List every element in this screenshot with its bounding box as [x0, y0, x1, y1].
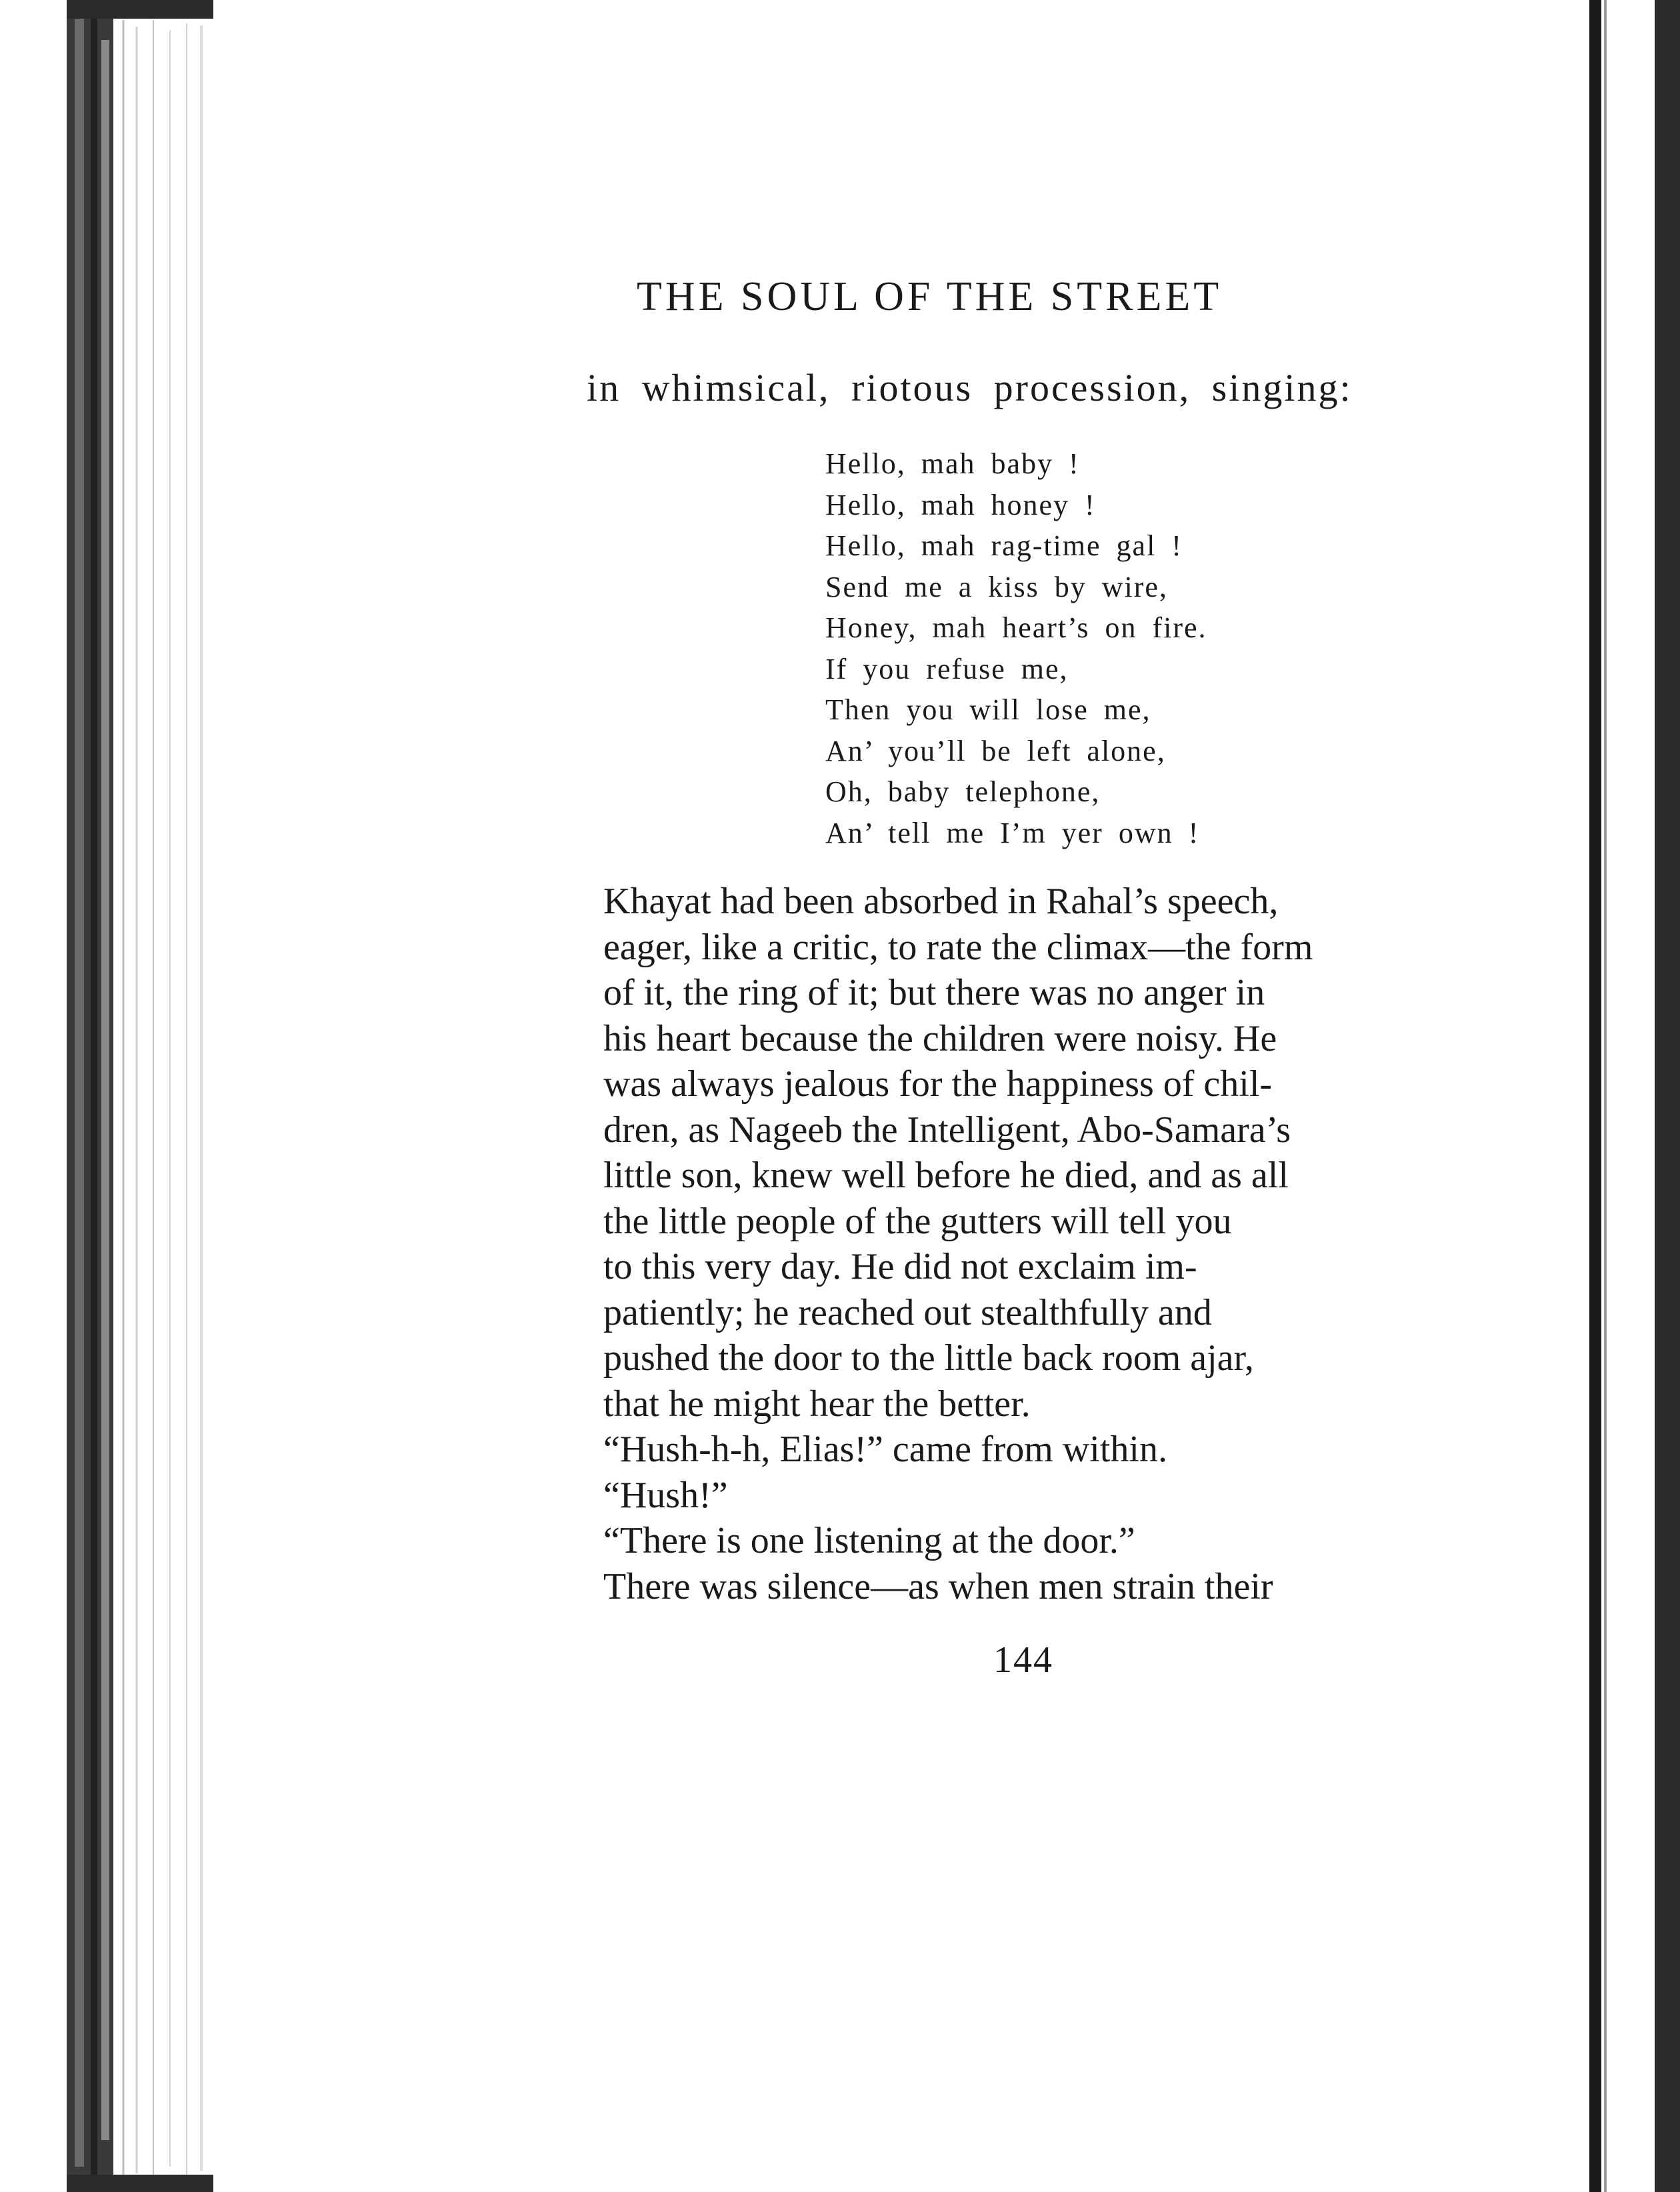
verse-line: An’ you’ll be left alone, [825, 734, 1166, 767]
body-line: dren, as Nageeb the Intelligent, Abo-Samara’s [603, 1109, 1291, 1151]
body-line: Khayat had been absorbed in Rahal’s speech, [603, 881, 1279, 922]
verse-line: Then you will lose me, [825, 693, 1151, 726]
body-line: was always jealous for the happiness of chil- [603, 1063, 1273, 1105]
body-line: the little people of the gutters will tell you [603, 1200, 1232, 1242]
book-page-edges [0, 0, 213, 2192]
dialogue-line: “Hush-h-h, Elias!” came from within. [603, 1429, 1167, 1470]
verse-line: If you refuse me, [825, 652, 1069, 685]
dialogue-line: “There is one listening at the door.” [603, 1520, 1135, 1561]
verse-line: Hello, mah honey ! [825, 488, 1096, 521]
dialogue-line: “Hush!” [603, 1474, 728, 1516]
body-line: eager, like a critic, to rate the climax—the form [603, 926, 1313, 968]
opening-line: in whimsical, riotous procession, singing: [587, 366, 1353, 409]
verse-line: Honey, mah heart’s on fire. [825, 611, 1207, 644]
verse-line: Send me a kiss by wire, [825, 570, 1168, 603]
body-line: There was silence—as when men strain their [603, 1565, 1273, 1607]
page-number: 144 [993, 1639, 1053, 1681]
verse-line: An’ tell me I’m yer own ! [825, 816, 1200, 849]
body-line: little son, knew well before he died, and as all [603, 1155, 1289, 1196]
body-text [603, 879, 1443, 1609]
body-line: that he might hear the better. [603, 1383, 1031, 1425]
body-line: pushed the door to the little back room ajar, [603, 1337, 1254, 1379]
song-verse [825, 443, 1207, 853]
verse-line: Hello, mah rag-time gal ! [825, 529, 1183, 562]
verse-line: Hello, mah baby ! [825, 447, 1080, 480]
verse-line: Oh, baby telephone, [825, 775, 1101, 808]
facing-page-edge [1581, 0, 1680, 2192]
body-line: patiently; he reached out stealthfully and [603, 1291, 1212, 1333]
body-line: of it, the ring of it; but there was no anger in [603, 972, 1265, 1013]
running-head: THE SOUL OF THE STREET [637, 274, 1223, 319]
body-line: his heart because the children were noisy. He [603, 1017, 1277, 1059]
body-line: to this very day. He did not exclaim im- [603, 1246, 1197, 1287]
